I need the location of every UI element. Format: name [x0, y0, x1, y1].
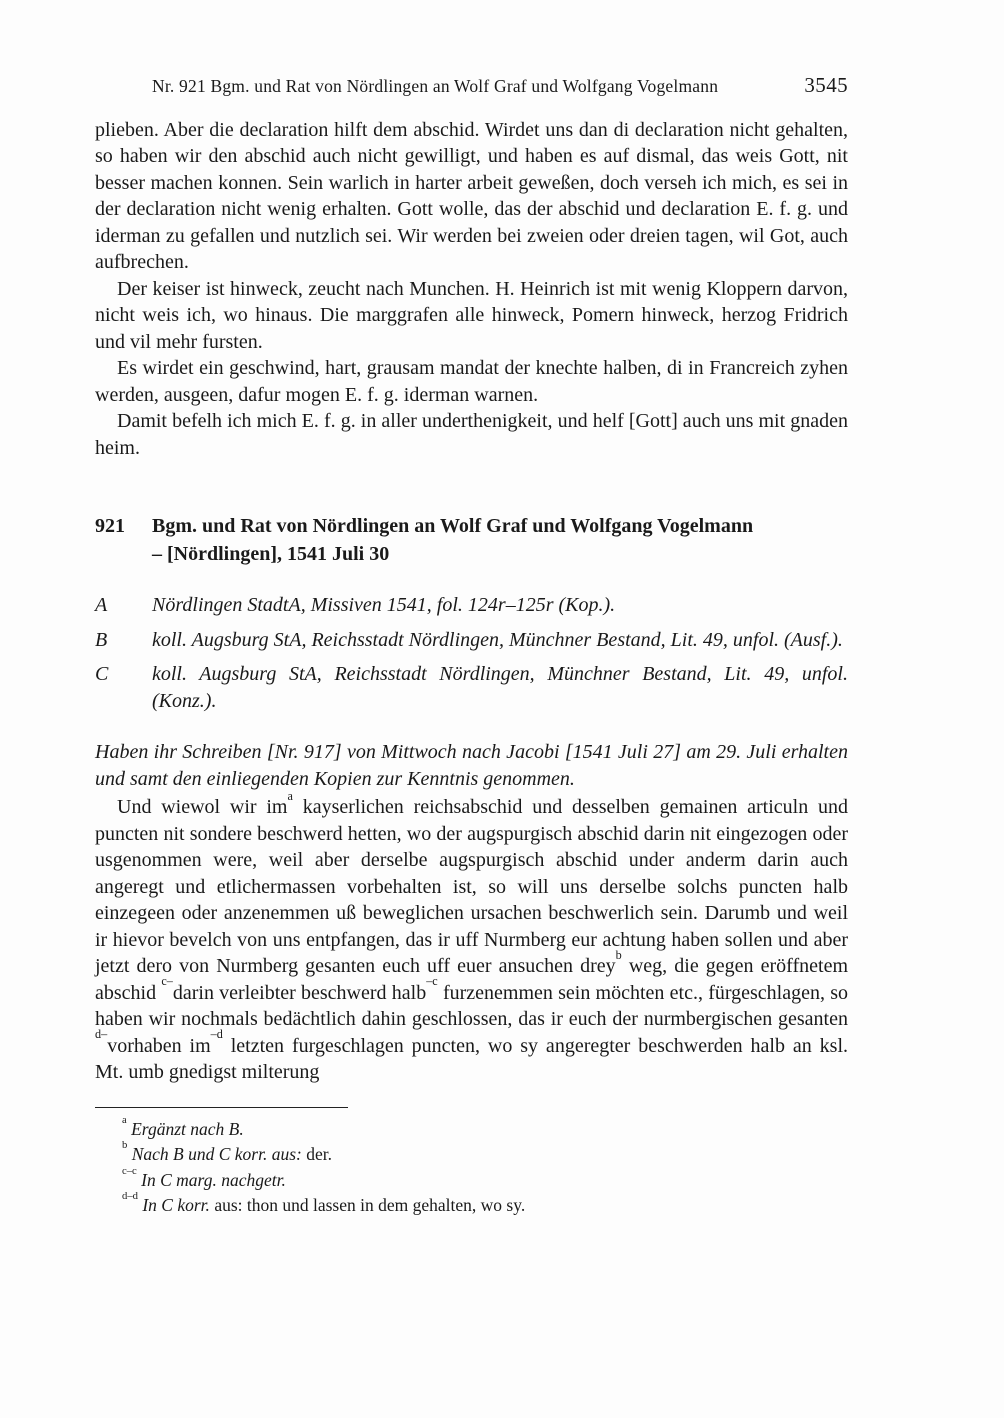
text-segment: darin verleibter beschwerd halb [172, 981, 427, 1004]
text-segment: weg, die gegen eröffnetem abschid [95, 955, 848, 1004]
footnote-marker: d– [95, 1027, 108, 1042]
text-segment: Und wiewol wir im [117, 796, 288, 818]
text-segment: der. [301, 1144, 332, 1164]
footnote-marker: c–c [122, 1164, 137, 1177]
source-sigla: A [95, 594, 108, 616]
footnote-a [95, 1113, 848, 1143]
footnote-marker: –d [210, 1027, 223, 1042]
letter-body [95, 788, 849, 1086]
footnote-marker: b [615, 947, 622, 962]
text-segment: In C korr. [137, 1195, 210, 1215]
source-list [95, 592, 848, 714]
footnote-marker: d–d [122, 1190, 138, 1203]
source-text: koll. Augsburg StA, Reichsstadt Nördlingen, Münchner Bestand, Lit. 49, unfol. (Konz.). [152, 663, 848, 712]
source-sigla: C [95, 663, 109, 685]
source-row-c [95, 661, 848, 714]
text-segment: aus: thon und lassen in dem gehalten, wo sy. [209, 1195, 526, 1215]
entry-title [152, 512, 848, 568]
entry-title-line-2: – [Nördlingen], 1541 Juli 30 [152, 543, 390, 565]
running-header [95, 72, 848, 100]
entry-summary: Haben ihr Schreiben [Nr. 917] von Mittwoch nach Jacobi [1541 Juli 27] am 29. Juli erhalten und samt den einliegenden Kopien zur Kenntnis genommen. [95, 741, 848, 790]
footnote-d [95, 1190, 848, 1219]
letter-paragraph-3: Es wirdet ein geschwind, hart, grausam mandat der knechte halben, di in Francreich zyhen werden, ausgeen, dafur mogen E. f. g. iderman warnen. [95, 357, 848, 406]
source-row-a [95, 592, 848, 619]
running-header-title: Nr. 921 Bgm. und Rat von Nördlingen an Wolf Graf und Wolfgang Vogelmann [152, 76, 719, 96]
source-sigla: B [95, 628, 108, 651]
text-segment: kayserlichen reichsabschid und desselben gemainen articuln und puncten nit sondere beschwerd hetten, wo der augspurgisch abschid darin nit eingezogen oder usgenommen were, weil aber derselbe augspurgisch abschid under anderm darin auch angeregt und etlichermassen vorbehalten ist, so will uns derselbe solchs puncten halb einzegeen oder anzenemmen uß beweglichen ursachen beschwerlich sein. Darumb und weil ir hievor bevelch von uns entpfangen, das ir uff Nurmberg eur achtung haben sollen und aber jetzt dero von Nurmberg gesanten euch uff euer ansuchen drey [95, 796, 849, 977]
entry-heading [95, 512, 848, 568]
footnote-rule [95, 1107, 348, 1108]
footnote-marker: b [122, 1139, 128, 1152]
text-segment: Nach B und C korr. aus: [127, 1144, 302, 1164]
footnote-marker: a [122, 1113, 127, 1126]
footnote-marker: c– [161, 974, 173, 989]
letter-paragraph-2: Der keiser ist hinweck, zeucht nach Munchen. H. Heinrich ist mit wenig Kloppern darvon, nicht weis ich, wo hinaus. Die marggrafen alle hinweck, Pomern hinweck, herzog Fridrich und vil mehr fursten. [95, 277, 848, 353]
footnote-marker: –c [426, 974, 438, 989]
text-segment: furzenemmen sein möchten etc., fürgeschlagen, so haben wir nochmals bedächtlich dahin geschlossen, das ir euch der nurmbergischen gesanten [95, 981, 849, 1030]
footnote-c [95, 1164, 848, 1194]
text-segment: vorhaben im [107, 1034, 211, 1057]
footnote-b [95, 1139, 848, 1168]
letter-paragraph-1: plieben. Aber die declaration hilft dem abschid. Wirdet uns dan di declaration nicht gehalten, so haben wir den abschid auch nicht gewilligt, und haben es auf dismal, das weis Gott, nit besser machen konnen. Sein warlich in harter arbeit geweßen, doch verseh ich mich, es sei in der declaration nicht wenig erhalten. Gott wolle, das der abschid und declaration E. f. g. und iderman zu gefallen und nutzlich sei. Wir werden bei zweien oder dreien tagen, wil Got, auch aufbrechen. [95, 118, 848, 273]
source-text: Nördlingen StadtA, Missiven 1541, fol. 124r–125r (Kop.). [152, 594, 616, 616]
footnote-marker: a [287, 788, 293, 803]
footnotes [95, 1107, 848, 1219]
entry-title-line-1: Bgm. und Rat von Nördlingen an Wolf Graf und Wolfgang Vogelmann [152, 515, 754, 537]
source-text: koll. Augsburg StA, Reichsstadt Nördlingen, Münchner Bestand, Lit. 49, unfol. (Ausf.). [152, 628, 843, 651]
previous-letter-continuation [95, 117, 848, 462]
text-segment: In C marg. nachgetr. [136, 1169, 286, 1190]
text-segment: Ergänzt nach B. [126, 1118, 244, 1139]
entry-number: 921 [95, 515, 125, 537]
source-row-b [95, 627, 848, 654]
letter-paragraph-4: Damit befelh ich mich E. f. g. in aller underthenigkeit, und helf [Gott] auch uns mit gnaden heim. [95, 410, 848, 459]
page-number: 3545 [804, 73, 848, 97]
text-segment: letzten furgeschlagen puncten, wo sy angeregter beschwerden halb an ksl. Mt. umb gnedigst milterung [95, 1034, 849, 1083]
